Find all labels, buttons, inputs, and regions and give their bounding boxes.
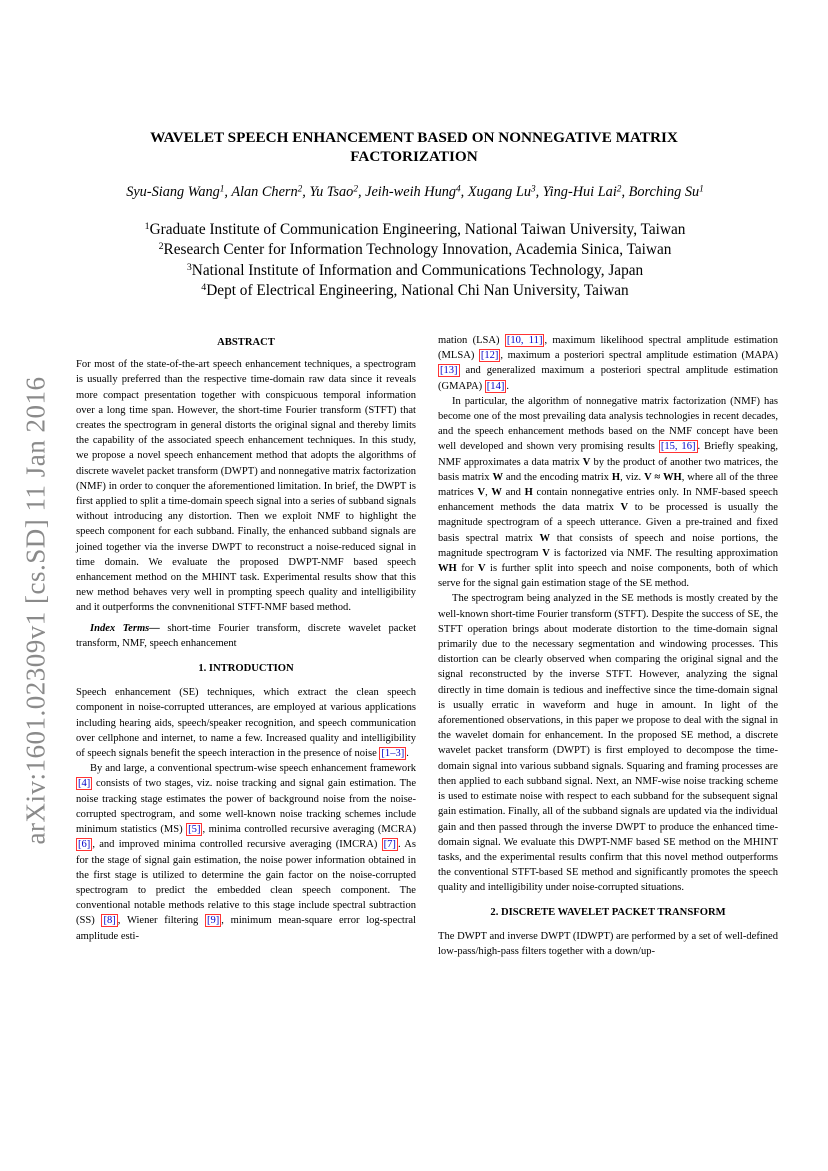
right-column (438, 333, 778, 959)
arxiv-watermark (12, 370, 60, 850)
author-list: Syu-Siang Wang$^1$, Alan Chern$^2$, Yu Tsao$^2$, Jeih-weih Hung$^4$, Xugang Lu$^3$, Ying-Hui Lai$^2$, Borching Su$^1$ (126, 184, 704, 200)
citation-link[interactable]: [9] (206, 915, 220, 927)
abstract-paragraph: For most of the state-of-the-art speech enhancement techniques, a spectrogram is usually preferred than the respective time-domain raw data since it reveals more compact presentation together with conspicuous temporal information over a long time span. However, the short-time Fourier transform (STFT) that creates the spectrogram in general distorts the original signal and thereby limits the capability of the associated speech enhancement techniques. In this study, we propose a novel speech enhancement method that adopts the algorithms of discrete wavelet packet transform (DWPT) and nonnegative matrix factorization (NMF) in order to conquer the aforementioned limitation. In brief, the DWPT is first applied to split a time-domain speech signal into a series of subband signals without introducing any distortion. Then we exploit NMF to highlight the speech component for each subband. Finally, the enhanced subband signals are joined together via the inverse DWPT to reconstruct a noise-reduced signal in time domain. We evaluate the proposed DWPT-NMF based speech enhancement method on the MHINT task. Experimental results show that this new method behaves very well in prompting speech quality and intelligibility and it outperforms the convnenitional STFT-NMF based method. (76, 359, 416, 614)
index-terms-label: Index Terms— (90, 622, 160, 634)
index-terms: Index Terms— short-time Fourier transform, discrete wavelet packet transform, NMF, speech enhancement (76, 622, 417, 649)
title-line-1: WAVELET SPEECH ENHANCEMENT BASED ON NONNEGATIVE MATRIX (150, 129, 678, 146)
affiliation-line: $^1$Graduate Institute of Communication Engineering, National Taiwan University, Taiwan (144, 221, 686, 238)
author: Alan Chern$^2$ (231, 184, 303, 200)
intro-paragraph-3: mation (LSA) [10, 11] , maximum likelihood spectral amplitude estimation (MLSA) [12] , maximum a posteriori spectral amplitude estimation (MAPA) [13] and generalized maximum a posteriori spectral amplitude estimation (GMAPA) [14] . (438, 335, 778, 392)
author: Yu Tsao$^2$ (309, 184, 358, 200)
citation-link[interactable]: [1–3] (381, 748, 405, 760)
author: Ying-Hui Lai$^2$ (542, 184, 622, 200)
intro-paragraph-4: In particular, the algorithm of nonnegative matrix factorization (NMF) has become one of the most prevailing data analysis technologies in recent decades, and the speech enhancement methods based on the NMF concept have been well developed and shown very promising results [15, 16] . Briefly speaking, NMF approximates a data matrix V by the product of another two matrices, the basis matrix W and the encoding matrix H, viz. V ≈ WH, where all of the three matrices V, W and H contain nonnegative entries only. In NMF-based speech enhancement methods the data matrix V to be processed is usually the magnitude spectrogram of a speech utterance. Given a pre-trained and fixed basis spectral matrix W that consists of speech and noise portions, the magnitude spectrogram V is factorized via NMF. The resulting approximation WH for V is further split into speech and noise components, both of which serve for the signal gain estimation stage of the SE method. (438, 395, 779, 590)
section-heading-dwpt: 2. DISCRETE WAVELET PACKET TRANSFORM (490, 906, 726, 918)
affiliation-line: $^3$National Institute of Information and Communications Technology, Japan (186, 261, 644, 279)
abstract-heading: ABSTRACT (217, 337, 275, 348)
author: Borching Su$^1$ (628, 184, 704, 200)
citation-link[interactable]: [15, 16] (660, 441, 696, 453)
title-line-2: FACTORIZATION (350, 148, 478, 165)
citation-link[interactable]: [8] (103, 915, 116, 927)
affiliation-list (60, 220, 770, 301)
dwpt-paragraph-1: The DWPT and inverse DWPT (IDWPT) are performed by a set of well-defined low-pass/high-pass filters together with a down/up- (438, 930, 778, 957)
citation-link[interactable]: [13] (440, 365, 458, 377)
left-column (76, 335, 416, 944)
paper-title (90, 128, 738, 166)
citation-link[interactable]: [7] (383, 839, 396, 851)
intro-paragraph-2: By and large, a conventional spectrum-wise speech enhancement framework [4] consists of two stages, viz. noise tracking and signal gain estimation. The noise tracking stage estimates the power of background noise from the noise-corrupted spectrogram, and some well-known noise tracking schemes include minimum statistics (MS) [5] , minima controlled recursive averaging (MCRA) [6] , and improved minima controlled recursive averaging (IMCRA) [7] . As for the stage of signal gain estimation, the noise power information obtained in the first stage is utilized to determine the gain factor on the noise-corrupted spectrogram to predict the embedded clean speech component. The conventional notable methods relative to this stage include spectral subtraction (SS) [8] , Wiener filtering [9] , minimum mean-square error log-spectral amplitude esti- (76, 763, 416, 942)
affiliation-line: $^2$Research Center for Information Technology Innovation, Academia Sinica, Taiwan (158, 241, 672, 259)
arxiv-id-text: arXiv:1601.02309v1 [cs.SD] 11 Jan 2016 (20, 376, 51, 844)
author: Syu-Siang Wang$^1$ (126, 184, 225, 200)
citation-link[interactable]: [12] (480, 350, 499, 362)
section-heading-introduction: 1. INTRODUCTION (198, 663, 294, 675)
citation-link[interactable]: [6] (78, 839, 91, 851)
author: Jeih-weih Hung$^4$ (365, 184, 461, 200)
equation: V ≈ WH (644, 471, 682, 483)
citation-link[interactable]: [10, 11] (506, 335, 543, 346)
author: Xugang Lu$^3$ (467, 184, 536, 200)
citation-link[interactable]: [4] (78, 778, 91, 790)
intro-paragraph-5: The spectrogram being analyzed in the SE methods is mostly created by the well-known short-time Fourier transform (STFT). Despite the success of SE, the STFT operation brings about moderate distortion to the time-domain signal primarily due to the necessary segmentation and windowing processes. This distortion can be clearly observed when comparing the original signal and the signal reconstructed by the inverse STFT. However, analyzing the signal directly in time domain is tedious and ineffective since the time-domain signal is usually erratic in waveform and huge in amount. In light of the aforementioned observations, in this paper we propose to deal with the signal in the wavelet domain for enhancement. In the proposed SE method, a discrete wavelet packet transform (DWPT) is first employed to decompose the time-domain signal into various subband signals. Squaring and framing processes are then applied to each subband signal. Next, an NMF-wise noise tracking scheme is used to estimate noise with respect to each subband for the subsequent signal gain estimation. Finally, all of the subband signals are updated via the individual gain and then passed through the inverse DWPT to produce the enhanced time-domain signal. We evaluate this DWPT-NMF based SE method on the MHINT tasks, and the experimental results confirm that this novel method outperforms the conventional STFT-based SE method and significantly promotes the speech quality and intelligibility under noise-corrupted situations. (438, 593, 778, 894)
citation-link[interactable]: [14] (486, 380, 505, 392)
affiliation-line: $^4$Dept of Electrical Engineering, National Chi Nan University, Taiwan (201, 281, 629, 299)
intro-paragraph-1: Speech enhancement (SE) techniques, which extract the clean speech component in noise-corrupted utterances, are employed at various applications including hearing aids, speech/speaker recognition, and speech communication over cellphone and internet, to name a few. Increased quality and intelligibility of speech signals benefit the speech interaction in the presence of noise [1–3] . (76, 687, 416, 760)
citation-link[interactable]: [5] (188, 824, 201, 836)
